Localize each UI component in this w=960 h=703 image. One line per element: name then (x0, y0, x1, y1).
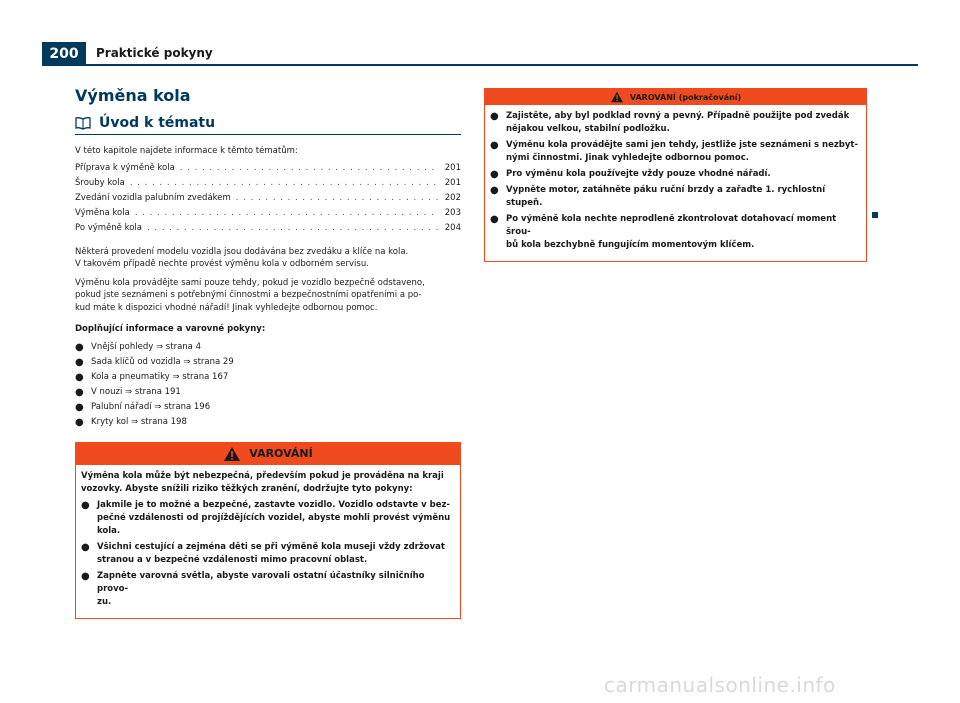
bullet-icon: ● (81, 570, 90, 582)
toc-leader (180, 161, 438, 176)
bullet-icon: ● (81, 541, 90, 553)
more-info-item[interactable] (75, 340, 461, 355)
bullet-icon: ● (75, 386, 84, 398)
warning-line: Všichni cestující a zejména děti se při výměně kola museji vždy zdržovat (97, 541, 445, 552)
warning-line: Zajistěte, aby byl podklad rovný a pevný. Případně použijte pod zvedák (506, 111, 850, 121)
warning-line: bů kola bezchybně fungujícím momentovým klíčem. (506, 240, 755, 250)
toc-item[interactable] (75, 161, 461, 176)
page-number: 200 (42, 42, 86, 66)
more-info-item[interactable] (75, 385, 461, 400)
more-info-text: Sada klíčů od vozidla ⇒ strana 29 (91, 356, 234, 367)
warning-line: Jakmile je to možné a bezpečné, zastavte vozidlo. Vozidlo odstavte v bez- (97, 499, 450, 510)
subsection-heading (75, 115, 461, 131)
toc-item[interactable] (75, 191, 461, 206)
bullet-icon: ● (490, 111, 499, 122)
toc-leader (135, 206, 438, 221)
right-column (484, 88, 867, 262)
warning-item (81, 570, 455, 609)
bullet-icon: ● (75, 401, 84, 413)
more-info-text: Palubní nářadí ⇒ strana 196 (91, 401, 211, 412)
warning-item (490, 139, 861, 165)
paragraph-self-change (75, 277, 461, 315)
warning-line: Zapněte varovná světla, abyste varovali ostatní účastníky silničního provo- (97, 570, 425, 594)
toc-item-title: Zvedání vozidla palubním zvedákem (75, 192, 231, 203)
toc-item[interactable] (75, 221, 461, 236)
warning-item (490, 184, 861, 210)
warning-header (76, 443, 460, 465)
header-divider (86, 64, 918, 66)
more-info-text: Kola a pneumatiky ⇒ strana 167 (91, 371, 229, 382)
warning-line: zu. (97, 596, 112, 607)
subsection-divider (75, 134, 461, 135)
toc-item-title: Příprava k výměně kola (75, 162, 175, 173)
paragraph-line: V takovém případě nechte provést výměnu kola v odborném servisu. (75, 259, 369, 269)
paragraph-no-jack (75, 246, 461, 271)
warning-intro (81, 470, 455, 496)
bullet-icon: ● (75, 341, 84, 353)
intro-text: V této kapitole najdete informace k těmto tématům: (75, 146, 298, 156)
toc-item-page: 203 (444, 207, 461, 218)
bullet-icon: ● (75, 416, 84, 428)
watermark: carmanualsonline.info (604, 673, 836, 697)
toc-leader (130, 176, 438, 191)
bullet-icon: ● (75, 356, 84, 368)
warning-item-text (97, 570, 455, 609)
warning-line: nými činnostmi. Jinak vyhledejte odbornou pomoc. (506, 153, 749, 163)
section-title: Praktické pokyny (96, 46, 213, 60)
warning-line: stranou a v bezpečné vzdálenosti mimo pracovní oblast. (97, 554, 368, 565)
warning-item (490, 110, 861, 136)
section-end-mark (872, 212, 878, 218)
paragraph-line: Některá provedení modelu vozidla jsou dodávána bez zvedáku a klíče na kola. (75, 246, 409, 257)
warning-item-text (506, 139, 858, 165)
page-title: Výměna kola (75, 86, 191, 105)
more-info-heading: Doplňující informace a varovné pokyny: (75, 324, 266, 334)
more-info-text: Kryty kol ⇒ strana 198 (91, 416, 187, 427)
warning-item-text (506, 110, 849, 136)
warning-item-text (506, 213, 861, 252)
toc-leader (236, 191, 438, 206)
bullet-icon: ● (490, 214, 499, 225)
warning-box (75, 442, 461, 619)
toc-item-page: 201 (444, 177, 461, 188)
toc-item[interactable] (75, 176, 461, 191)
more-info-item[interactable] (75, 370, 461, 385)
warning-line: pečné vzdálenosti od projíždějících vozidel, abyste mohli provést výměnu kola. (97, 512, 451, 536)
toc-item-title: Výměna kola (75, 207, 130, 218)
warning-line: nějakou velkou, stabilní podložku. (506, 124, 670, 134)
warning-continued-title: VAROVÁNÍ (pokračování) (629, 92, 742, 102)
warning-title: VAROVÁNÍ (249, 447, 313, 460)
paragraph-line: kud máte k dispozici vhodné nářadí! Jinak vyhledejte odbornou pomoc. (75, 302, 378, 313)
topic-list (75, 161, 461, 236)
warning-triangle-icon (610, 91, 624, 103)
more-info-text: Vnější pohledy ⇒ strana 4 (91, 341, 201, 352)
warning-item (490, 213, 861, 252)
bullet-icon: ● (490, 140, 499, 151)
warning-triangle-icon (223, 446, 241, 462)
more-info-item[interactable] (75, 400, 461, 415)
toc-leader (147, 221, 438, 236)
more-info-list (75, 340, 461, 430)
book-icon (75, 116, 91, 130)
warning-item (490, 168, 861, 181)
warning-item (81, 541, 455, 567)
bullet-icon: ● (490, 169, 499, 180)
more-info-text: V nouzi ⇒ strana 191 (91, 386, 181, 397)
warning-line: Výměnu kola provádějte sami jen tehdy, jestliže jste seznámeni s nezbyt- (506, 140, 859, 150)
subsection-title: Úvod k tématu (99, 115, 216, 131)
more-info-item[interactable] (75, 415, 461, 430)
bullet-icon: ● (75, 371, 84, 383)
warning-continued-box (484, 88, 867, 262)
warning-continued-header (485, 89, 866, 105)
warning-line: Výměna kola může být nebezpečná, především pokud je prováděna na kraji (81, 470, 444, 481)
warning-continued-body (485, 105, 866, 261)
warning-line: vozovky. Abyste snížili riziko těžkých zranění, dodržujte tyto pokyny: (81, 483, 413, 494)
more-info-item[interactable] (75, 355, 461, 370)
warning-body (76, 465, 460, 618)
left-column (75, 86, 461, 619)
toc-item-page: 201 (444, 162, 461, 173)
warning-item (81, 499, 455, 538)
toc-item-title: Šrouby kola (75, 177, 125, 188)
paragraph-line: pokud jste seznámeni s potřebnými činnostmi a bezpečnostními opatřeními a po- (75, 290, 422, 300)
toc-item[interactable] (75, 206, 461, 221)
warning-item-text: Vypněte motor, zatáhněte páku ruční brzdy a zařaďte 1. rychlostní stupeň. (506, 185, 826, 208)
warning-item-text: Pro výměnu kola používejte vždy pouze vhodné nářadí. (506, 169, 771, 179)
bullet-icon: ● (490, 185, 499, 196)
toc-item-page: 202 (444, 192, 461, 203)
warning-item-text (97, 499, 455, 538)
warning-item-text (97, 541, 445, 567)
toc-item-title: Po výměně kola (75, 222, 143, 233)
toc-item-page: 204 (444, 222, 461, 233)
warning-line: Po výměně kola nechte neprodleně zkontrolovat dotahovací moment šrou- (506, 214, 837, 237)
bullet-icon: ● (81, 499, 90, 511)
paragraph-line: Výměnu kola provádějte sami pouze tehdy, pokud je vozidlo bezpečně odstaveno, (75, 277, 425, 288)
